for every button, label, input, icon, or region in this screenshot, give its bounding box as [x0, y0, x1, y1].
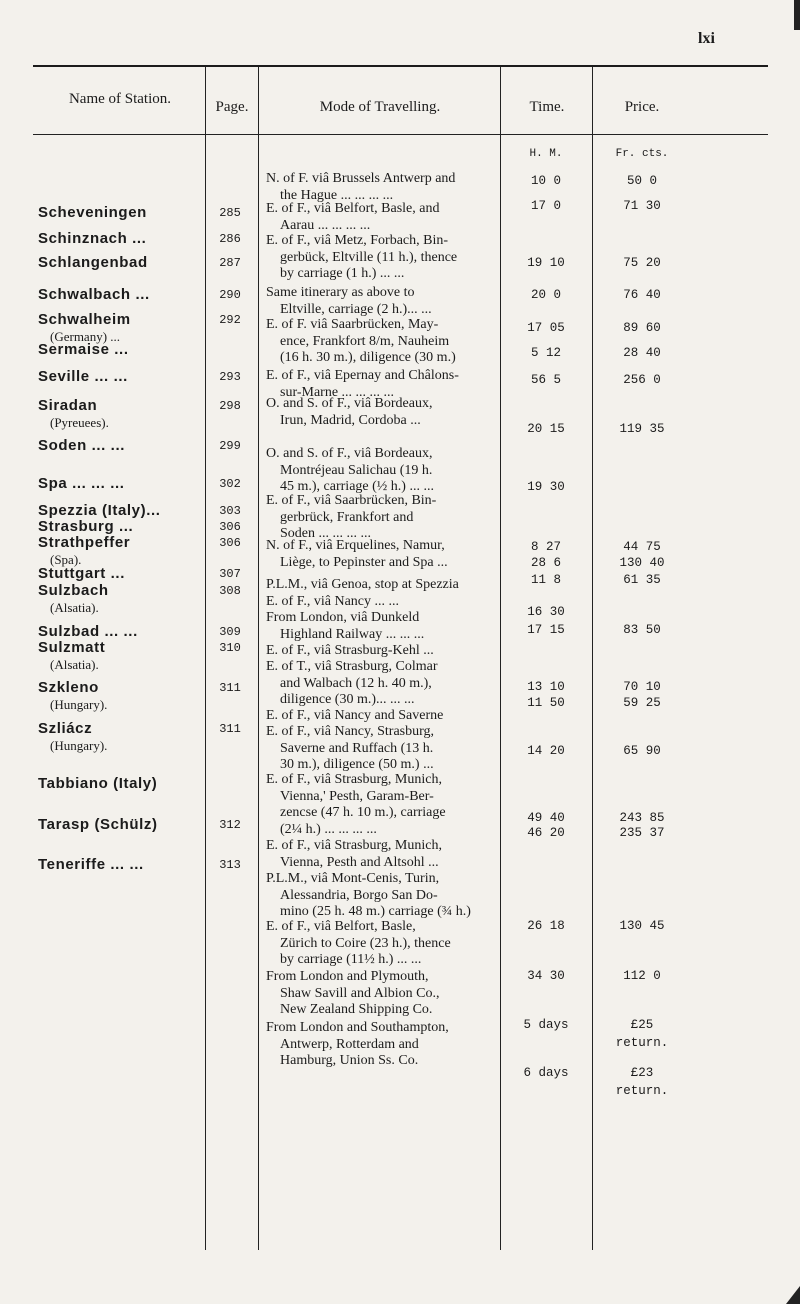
- header-name-of-station: Name of Station.: [68, 91, 172, 107]
- column-divider-time: [500, 67, 501, 1250]
- station-page: 313: [219, 858, 241, 872]
- time-cell: 28 6: [530, 556, 561, 570]
- station-page: 287: [219, 256, 241, 270]
- station-page: 293: [219, 370, 241, 384]
- mode-line: 30 m.), diligence (50 m.) ...: [280, 757, 434, 772]
- mode-line: mino (25 h. 48 m.) carriage (¾ h.): [280, 904, 471, 919]
- price-cell: 89 60: [623, 321, 661, 335]
- station-name: Szliácz: [38, 720, 93, 737]
- mode-line: sur-Marne ... ... ... ...: [280, 384, 395, 400]
- station-page: 308: [219, 584, 241, 598]
- station-name: Strasburg ...: [38, 518, 134, 535]
- mode-line: E. of F., viâ Strasburg, Munich,: [266, 772, 442, 787]
- mode-line: Same itinerary as above to: [266, 285, 415, 300]
- mode-line: N. of F., viâ Erquelines, Namur,: [266, 538, 445, 553]
- mode-line: by carriage (11½ h.) ... ...: [280, 952, 422, 967]
- price-cell: 112 0: [623, 969, 661, 983]
- station-name: Schlangenbad: [38, 254, 148, 271]
- mode-line: ence, Frankfort 8/m, Nauheim: [280, 333, 450, 349]
- price-cell: 130 40: [619, 556, 665, 570]
- station-country: (Germany) ...: [50, 329, 121, 344]
- price-cell: 256 0: [623, 373, 661, 387]
- station-name: Stuttgart ...: [38, 565, 125, 582]
- time-cell: 5 12: [530, 346, 561, 360]
- station-name: Spezzia (Italy)...: [38, 502, 161, 519]
- mode-line: E. of F., viâ Belfort, Basle,: [266, 919, 416, 934]
- mode-line: E. of F., viâ Epernay and Châlons-: [266, 368, 459, 383]
- mode-line: Soden ... ... ... ...: [280, 526, 371, 541]
- price-cell: 83 50: [623, 623, 661, 637]
- time-cell: 10 0: [530, 174, 561, 188]
- mode-line: From London and Southampton,: [266, 1020, 449, 1035]
- mode-line: New Zealand Shipping Co.: [280, 1002, 433, 1017]
- price-cell: 71 30: [623, 199, 661, 213]
- mode-line: (2¼ h.) ... ... ... ...: [280, 821, 377, 837]
- station-name: Sermaise ...: [38, 341, 129, 358]
- price-cell: 65 90: [623, 744, 661, 758]
- station-name: Schwalheim: [38, 311, 131, 328]
- station-page: 312: [219, 818, 241, 832]
- price-cell: 50 0: [626, 174, 657, 188]
- station-page: 306: [219, 520, 241, 534]
- header-page: Page.: [215, 99, 249, 115]
- mode-line: Montréjeau Salichau (19 h.: [280, 462, 433, 478]
- mode-line: E. of F., viâ Nancy, Strasburg,: [266, 724, 435, 739]
- mode-line: E. of F., viâ Strasburg-Kehl ...: [266, 643, 434, 658]
- price-cell: 44 75: [623, 540, 661, 554]
- time-unit-label: H. M.: [529, 148, 563, 160]
- station-name: Siradan: [38, 397, 98, 414]
- station-page: 292: [219, 313, 241, 327]
- mode-line: N. of F. viâ Brussels Antwerp and: [266, 171, 456, 186]
- column-divider-price: [592, 67, 593, 1250]
- time-cell: 14 20: [527, 744, 565, 758]
- header-rule: [33, 134, 768, 135]
- station-page: 310: [219, 641, 241, 655]
- mode-line: gerbrück, Frankfort and: [280, 509, 414, 525]
- station-page: 298: [219, 399, 241, 413]
- mode-line: P.L.M., viâ Genoa, stop at Spezzia: [266, 577, 459, 592]
- mode-line: Highland Railway ... ... ...: [280, 626, 425, 642]
- station-country: (Pyreuees).: [50, 415, 109, 430]
- top-rule: [33, 65, 768, 67]
- time-cell: 17 0: [530, 199, 561, 213]
- price-cell: 59 25: [623, 696, 661, 710]
- station-name: Schwalbach ...: [38, 286, 150, 303]
- station-name: Szkleno: [38, 679, 99, 696]
- station-name: Seville ... ...: [38, 368, 128, 385]
- mode-line: Vienna,' Pesth, Garam-Ber-: [280, 788, 434, 804]
- mode-line: the Hague ... ... ... ...: [280, 187, 394, 203]
- time-cell: 19 30: [527, 480, 565, 494]
- station-name: Strathpeffer: [38, 534, 131, 551]
- price-cell: return.: [615, 1084, 669, 1098]
- time-cell: 46 20: [527, 826, 565, 840]
- mode-line: Saverne and Ruffach (13 h.: [280, 740, 434, 756]
- mode-line: gerbück, Eltville (11 h.), thence: [280, 249, 458, 265]
- mode-line: From London and Plymouth,: [266, 969, 429, 984]
- mode-line: E. of F., viâ Saarbrücken, Bin-: [266, 493, 437, 508]
- mode-line: E. of F. viâ Saarbrücken, May-: [266, 317, 439, 332]
- mode-line: Liège, to Pepinster and Spa ...: [280, 554, 448, 570]
- time-cell: 17 15: [527, 623, 565, 637]
- station-name: Sulzbach: [38, 582, 109, 599]
- price-cell: £23: [630, 1066, 654, 1080]
- time-cell: 19 10: [527, 256, 565, 270]
- mode-line: Antwerp, Rotterdam and: [280, 1036, 419, 1052]
- station-country: (Spa).: [50, 552, 82, 567]
- mode-line: E. of F., viâ Strasburg, Munich,: [266, 838, 442, 853]
- mode-line: Alessandria, Borgo San Do-: [280, 887, 438, 903]
- price-cell: 28 40: [623, 346, 661, 360]
- price-cell: 243 85: [619, 811, 665, 825]
- time-cell: 11 50: [527, 696, 565, 710]
- price-cell: £25: [630, 1018, 654, 1032]
- station-name: Tarasp (Schülz): [38, 816, 158, 833]
- mode-line: by carriage (1 h.) ... ...: [280, 266, 405, 281]
- column-divider-page: [205, 67, 206, 1250]
- station-country: (Alsatia).: [50, 600, 99, 615]
- station-name: Schinznach ...: [38, 230, 147, 247]
- station-page: 307: [219, 567, 241, 581]
- station-name: Sulzmatt: [38, 639, 106, 656]
- price-cell: return.: [615, 1036, 669, 1050]
- time-cell: 49 40: [527, 811, 565, 825]
- mode-line: (16 h. 30 m.), diligence (30 m.): [280, 350, 456, 365]
- station-page: 306: [219, 536, 241, 550]
- station-page: 286: [219, 232, 241, 246]
- station-name: Teneriffe ... ...: [38, 856, 144, 873]
- price-cell: 119 35: [619, 422, 665, 436]
- station-country: (Hungary).: [50, 738, 108, 753]
- mode-line: Zürich to Coire (23 h.), thence: [280, 935, 451, 951]
- price-cell: 76 40: [623, 288, 661, 302]
- station-page: 302: [219, 477, 241, 491]
- time-cell: 11 8: [530, 573, 561, 587]
- header-price: Price.: [624, 99, 660, 115]
- station-country: (Hungary).: [50, 697, 108, 712]
- mode-line: diligence (30 m.)... ... ...: [280, 692, 415, 707]
- station-name: Scheveningen: [38, 204, 147, 221]
- mode-line: zencse (47 h. 10 m.), carriage: [280, 805, 446, 820]
- mode-line: 45 m.), carriage (½ h.) ... ...: [280, 479, 434, 494]
- time-cell: 6 days: [523, 1066, 569, 1080]
- page-corner-mark: [786, 1286, 800, 1304]
- mode-line: E. of F., viâ Nancy ... ...: [266, 594, 400, 609]
- mode-line: Aarau ... ... ... ...: [280, 217, 371, 233]
- price-cell: 61 35: [623, 573, 661, 587]
- station-name: Tabbiano (Italy): [38, 775, 158, 792]
- mode-line: E. of F., viâ Metz, Forbach, Bin-: [266, 233, 449, 248]
- mode-line: E. of F., viâ Belfort, Basle, and: [266, 201, 440, 216]
- time-cell: 20 0: [530, 288, 561, 302]
- station-page: 285: [219, 206, 241, 220]
- mode-line: P.L.M., viâ Mont-Cenis, Turin,: [266, 871, 440, 886]
- time-cell: 8 27: [530, 540, 561, 554]
- page-edge-mark: [794, 0, 800, 30]
- price-cell: 70 10: [623, 680, 661, 694]
- mode-line: E. of F., viâ Nancy and Saverne: [266, 708, 444, 723]
- station-name: Spa ... ... ...: [38, 475, 125, 492]
- station-name: Sulzbad ... ...: [38, 623, 138, 640]
- mode-line: O. and S. of F., viâ Bordeaux,: [266, 396, 433, 411]
- time-cell: 26 18: [527, 919, 565, 933]
- mode-line: Eltville, carriage (2 h.)... ...: [280, 301, 432, 317]
- price-cell: 235 37: [619, 826, 665, 840]
- mode-line: and Walbach (12 h. 40 m.),: [280, 675, 432, 691]
- time-cell: 34 30: [527, 969, 565, 983]
- time-cell: 20 15: [527, 422, 565, 436]
- station-page: 311: [219, 722, 241, 736]
- station-page: 290: [219, 288, 241, 302]
- mode-line: Vienna, Pesth and Altsohl ...: [280, 854, 439, 870]
- station-page: 309: [219, 625, 241, 639]
- station-page: 299: [219, 439, 241, 453]
- time-cell: 5 days: [523, 1018, 569, 1032]
- mode-line: O. and S. of F., viâ Bordeaux,: [266, 446, 433, 461]
- price-cell: 130 45: [619, 919, 665, 933]
- header-time: Time.: [529, 99, 565, 115]
- station-country: (Alsatia).: [50, 657, 99, 672]
- mode-line: From London, viâ Dunkeld: [266, 610, 420, 625]
- mode-line: Shaw Savill and Albion Co.,: [280, 985, 440, 1001]
- station-name: Soden ... ...: [38, 437, 125, 454]
- time-cell: 13 10: [527, 680, 565, 694]
- column-divider-mode: [258, 67, 259, 1250]
- mode-line: Hamburg, Union Ss. Co.: [280, 1053, 419, 1068]
- price-cell: 75 20: [623, 256, 661, 270]
- mode-line: E. of T., viâ Strasburg, Colmar: [266, 659, 438, 674]
- time-cell: 16 30: [527, 605, 565, 619]
- station-page: 311: [219, 681, 241, 695]
- time-cell: 56 5: [530, 373, 561, 387]
- price-unit-label: Fr. cts.: [615, 148, 669, 160]
- station-page: 303: [219, 504, 241, 518]
- time-cell: 17 05: [527, 321, 565, 335]
- page-folio: lxi: [698, 30, 715, 47]
- mode-line: Irun, Madrid, Cordoba ...: [280, 412, 421, 428]
- header-mode: Mode of Travelling.: [319, 99, 441, 115]
